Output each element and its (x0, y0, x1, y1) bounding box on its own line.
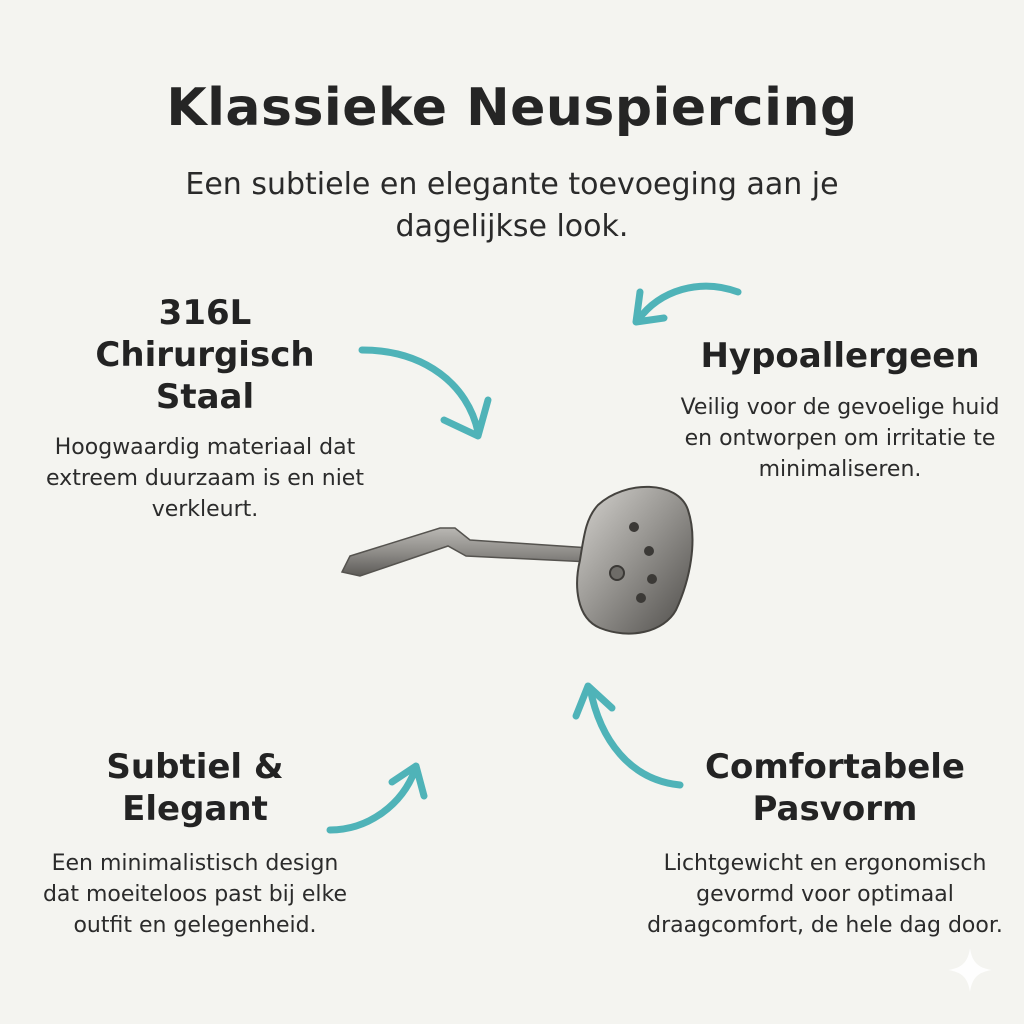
nose-stud-image (342, 487, 692, 634)
page-title: Klassieke Neuspiercing (166, 78, 858, 138)
feature-text-material: Hoogwaardig materiaal dat extreem duurzaam is en niet verkleurt. (46, 435, 364, 522)
page-subtitle: Een subtiele en elegante toevoeging aan je dagelijkse look. (185, 167, 839, 244)
feature-text-comfort: Lichtgewicht en ergonomisch gevormd voor optimaal draagcomfort, de hele dag door. (647, 851, 1003, 938)
feature-title-material: 316L Chirurgisch Staal (95, 293, 315, 417)
feature-title-hypoallergenic: Hypoallergeen (700, 336, 980, 376)
feature-text-hypoallergenic: Veilig voor de gevoelige huid en ontworpen om irritatie te minimaliseren. (680, 395, 1000, 482)
stone-setting (644, 546, 654, 556)
curved-arrow-icon (636, 286, 738, 322)
stone-setting (647, 574, 657, 584)
sparkle-icon (948, 948, 992, 992)
stone-setting (636, 593, 646, 603)
stud-wire (342, 528, 590, 576)
curved-arrow-icon (576, 686, 680, 785)
stone-setting (610, 566, 624, 580)
curved-arrow-icon (330, 766, 424, 830)
curved-arrow-icon (362, 350, 488, 436)
feature-text-subtle: Een minimalistisch design dat moeiteloos past bij elke outfit en gelegenheid. (42, 851, 348, 938)
feature-title-comfort: Comfortabele Pasvorm (705, 747, 965, 829)
stone-setting (629, 522, 639, 532)
feature-title-subtle: Subtiel & Elegant (106, 747, 284, 829)
heart-head (577, 487, 692, 634)
